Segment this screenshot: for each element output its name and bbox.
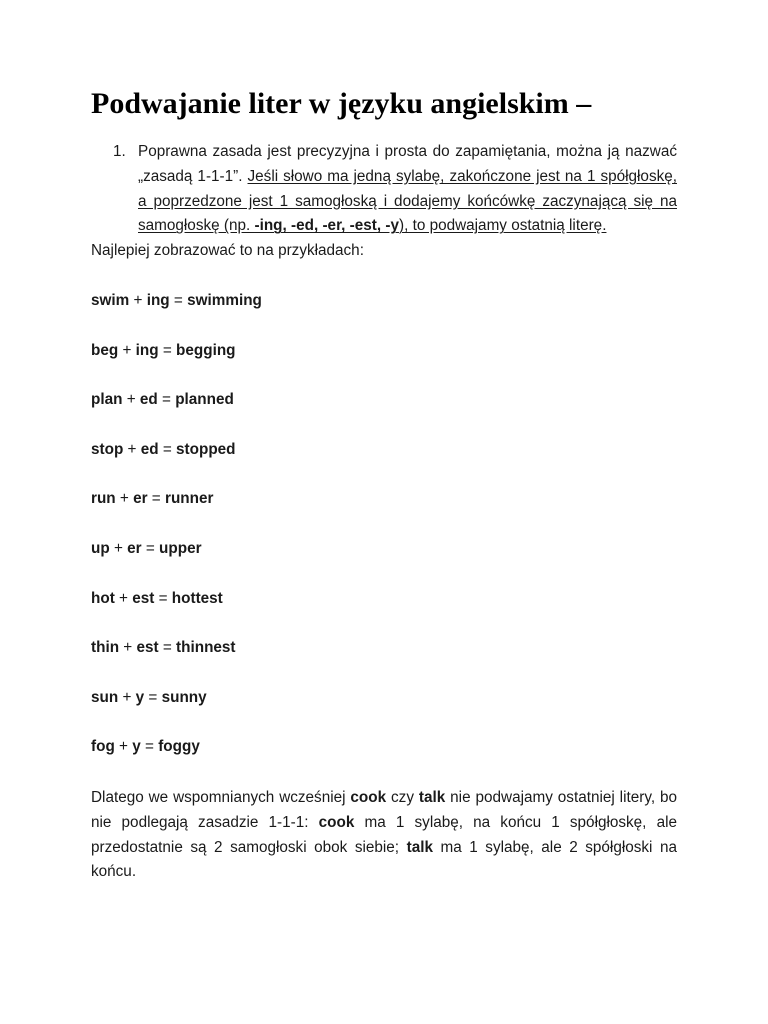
example-word: run [91,490,116,508]
closing-text: nie podwajamy ostatniej litery, bo nie podlegają zasadzie 1-1-1: [91,789,678,831]
plus-sign: + [122,391,140,409]
example-result: thinnest [176,639,236,657]
example-suffix: er [133,490,148,508]
closing-word-cook: cook [350,789,387,806]
example-suffix: ing [135,341,159,359]
example-word: hot [91,589,115,607]
example-line [91,686,262,736]
plus-sign: + [129,292,147,309]
page-title: Podwajanie liter w języku angielskim – [91,87,592,120]
example-word: plan [91,391,123,409]
examples-list [91,289,262,785]
closing-text: czy [386,789,419,806]
equals-sign: = [140,738,159,756]
equals-sign: = [158,639,177,657]
example-line [91,289,262,339]
example-result: planned [175,391,234,409]
example-line [91,438,262,488]
equals-sign: = [169,292,188,309]
equals-sign: = [154,589,172,607]
rule-underlined-part1: Jeśli słowo ma jedną sylabę, zakończone jest na 1 spółgłoskę, a poprzedzone jest 1 samogłoską i dodajemy końcówkę zaczynającą się na samogłoskę (np. [138,167,677,235]
example-word: fog [91,738,115,756]
example-result: foggy [158,738,200,756]
closing-word-talk: talk [418,789,446,806]
example-suffix: er [127,539,142,557]
example-line [91,587,262,637]
example-result: swimming [187,292,262,309]
closing-word-cook: cook [318,813,355,831]
example-suffix: ed [139,391,158,409]
example-word: beg [91,341,119,359]
example-line [91,339,262,389]
example-result: hottest [171,589,223,607]
example-result: begging [176,341,236,359]
example-result: upper [159,539,202,557]
closing-text: Dlatego we wspomnianych wcześniej [91,789,351,806]
closing-paragraph [91,786,677,885]
equals-sign: = [141,539,160,557]
plus-sign: + [118,688,136,706]
rule-suffixes: -ing, -ed, -er, -est, -y [254,217,399,235]
example-line [91,537,262,587]
plus-sign: + [119,639,137,657]
example-suffix: y [135,688,145,706]
list-number: 1. [113,143,126,160]
equals-sign: = [158,341,177,359]
example-word: up [91,539,110,557]
example-line [91,636,262,686]
example-word: thin [91,639,120,657]
example-result: stopped [176,440,236,458]
plus-sign: + [114,589,133,607]
closing-word-talk: talk [406,838,433,856]
plus-sign: + [115,490,134,508]
example-word: stop [91,440,124,458]
example-line [91,735,262,785]
rule-underlined-part2: ), to podwajamy ostatnią literę. [398,217,607,235]
equals-sign: = [144,688,162,706]
equals-sign: = [158,440,177,458]
plus-sign: + [118,341,136,359]
example-suffix: est [132,589,155,607]
example-word: sun [91,688,119,706]
example-line [91,487,262,537]
example-word: swim [91,292,130,309]
plus-sign: + [109,539,128,557]
example-suffix: y [132,738,141,756]
equals-sign: = [157,391,176,409]
example-line [91,388,262,438]
example-suffix: ed [140,440,159,458]
closing-text: ma 1 sylabę, ale 2 spółgłoski na końcu. [91,838,677,881]
example-result: runner [165,490,214,508]
plus-sign: + [123,440,141,458]
example-suffix: ing [146,292,170,309]
rule-text [138,140,677,239]
equals-sign: = [147,490,165,508]
example-result: sunny [161,688,207,706]
example-suffix: est [136,639,159,657]
plus-sign: + [114,738,133,756]
examples-intro: Najlepiej zobrazować to na przykładach: [91,242,364,259]
rule-intro: Poprawna zasada jest precyzyjna i prosta do zapamiętania, można ją nazwać „zasadą 1-1-1”. [138,143,677,185]
closing-text: ma 1 sylabę, na końcu 1 spółgłoskę, ale przedostatnie są 2 samogłoski obok siebie; [91,813,677,856]
